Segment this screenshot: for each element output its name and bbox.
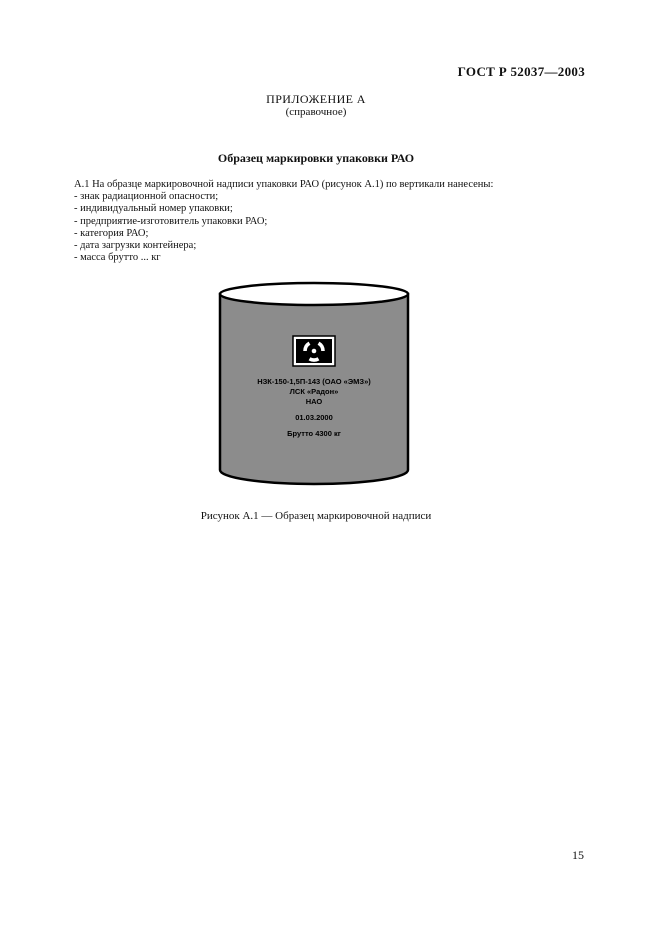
list-item: - предприятие-изготовитель упаковки РАО;	[74, 215, 268, 227]
appendix-subtitle: (справочное)	[285, 106, 347, 118]
section-heading: Образец маркировки упаковки РАО	[217, 151, 415, 165]
list-item: - знак радиационной опасности;	[74, 191, 219, 203]
marking-label	[216, 377, 412, 439]
package-id-line: НЗК-150-1,5П-143 (ОАО «ЭМЗ»)	[257, 377, 371, 386]
page-number: 15	[572, 848, 584, 862]
document-code: ГОСТ Р 52037—2003	[457, 64, 585, 79]
gross-mass-line: Брутто 4300 кг	[287, 429, 341, 438]
container-figure	[216, 280, 412, 496]
intro-paragraph: А.1 На образце маркировочной надписи упаковки РАО (рисунок А.1) по вертикали нанесены:	[74, 179, 494, 190]
list-item: - дата загрузки контейнера;	[74, 240, 197, 252]
category-line: НАО	[305, 397, 323, 406]
appendix-title: ПРИЛОЖЕНИЕ А	[266, 92, 366, 106]
appendix-header	[0, 92, 632, 118]
list-item: - категория РАО;	[74, 227, 149, 239]
manufacturer-line: ЛСК «Радон»	[289, 387, 339, 396]
load-date-line: 01.03.2000	[295, 413, 333, 422]
container-lid	[220, 283, 408, 305]
figure-caption: Рисунок А.1 — Образец маркировочной надписи	[200, 510, 432, 522]
list-item: - масса брутто ... кг	[74, 252, 161, 264]
radiation-hazard-icon	[293, 336, 335, 366]
list-item: - индивидуальный номер упаковки;	[74, 203, 233, 215]
marking-list	[74, 191, 574, 264]
body-text	[74, 179, 574, 264]
